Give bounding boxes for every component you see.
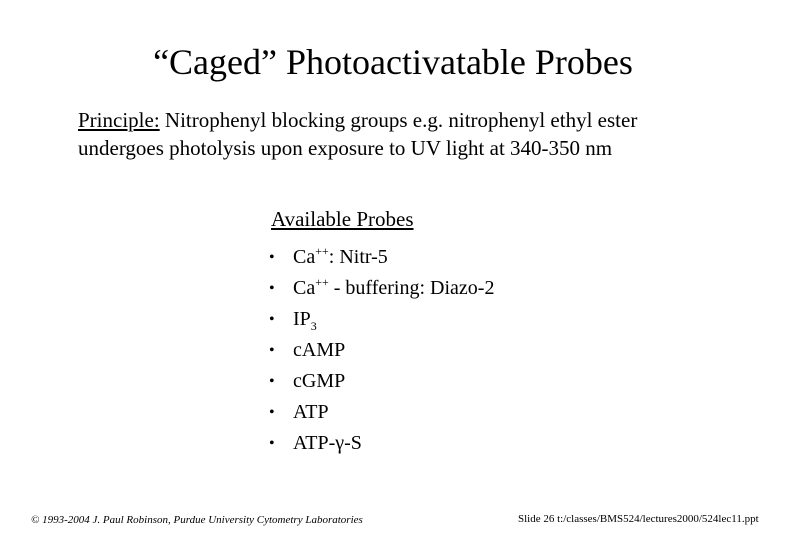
principle-label: Principle: — [78, 108, 160, 132]
bullet-icon: • — [269, 249, 275, 266]
probe-base: Ca — [293, 277, 316, 299]
probe-item-atp — [269, 397, 494, 428]
bullet-icon: • — [269, 373, 275, 390]
principle-text-1: Nitrophenyl blocking groups e.g. nitrophenyl ethyl ester — [159, 108, 638, 132]
probe-item-camp — [269, 335, 494, 366]
footer-slide-info: Slide 26 t:/classes/BMS524/lectures2000/524lec11.ppt — [518, 513, 759, 525]
probe-base: Ca — [293, 246, 316, 268]
slide-title: “Caged” Photoactivatable Probes — [153, 42, 633, 82]
probe-text: ATP — [293, 401, 329, 423]
footer-copyright: © 1993-2004 J. Paul Robinson, Purdue University Cytometry Laboratories — [31, 514, 363, 526]
principle-paragraph — [78, 106, 778, 162]
available-probes-heading: Available Probes — [271, 207, 414, 231]
probe-superscript: ++ — [315, 275, 329, 289]
bullet-icon: • — [269, 280, 275, 297]
probe-text: ATP-γ-S — [293, 432, 362, 454]
probe-item-diazo-2 — [269, 273, 494, 304]
probe-item-atp-gamma-s — [269, 428, 494, 459]
bullet-icon: • — [269, 311, 275, 328]
bullet-icon: • — [269, 404, 275, 421]
principle-line-1 — [78, 106, 778, 134]
probe-list — [269, 242, 494, 459]
bullet-icon: • — [269, 435, 275, 452]
principle-line-2: undergoes photolysis upon exposure to UV light at 340-350 nm — [78, 136, 613, 160]
probe-item-cgmp — [269, 366, 494, 397]
bullet-icon: • — [269, 342, 275, 359]
probe-subscript: 3 — [310, 319, 317, 333]
probe-rest: : Nitr-5 — [328, 246, 388, 268]
probe-text: cAMP — [293, 339, 346, 361]
probe-superscript: ++ — [315, 244, 329, 258]
probe-item-ip3 — [269, 304, 494, 335]
probe-base: IP — [293, 308, 311, 330]
probe-text: cGMP — [293, 370, 346, 392]
probe-rest: - buffering: Diazo-2 — [328, 277, 495, 299]
probe-item-nitr-5 — [269, 242, 494, 273]
